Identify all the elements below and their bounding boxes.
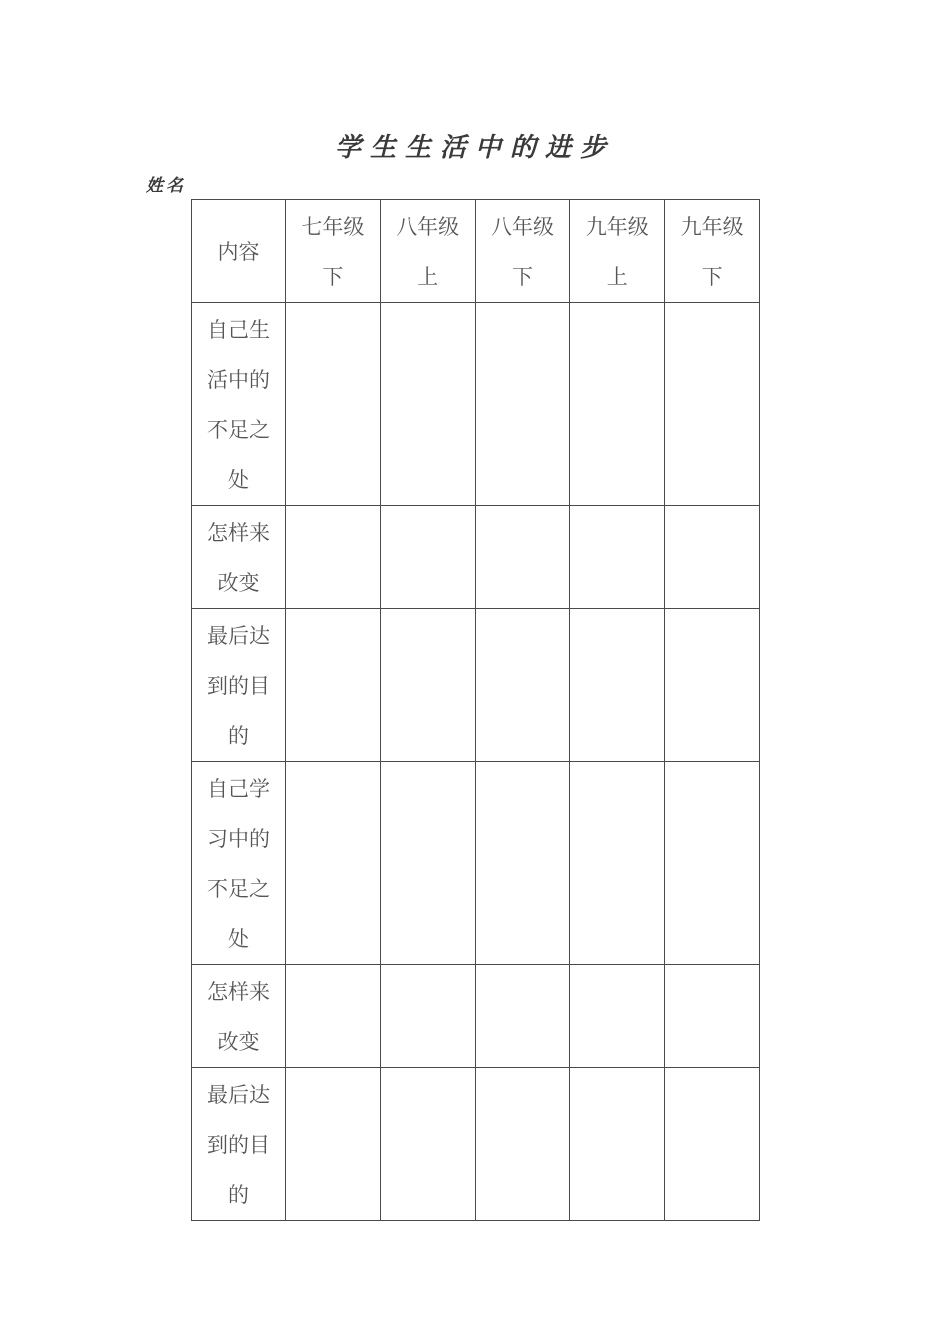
table-cell <box>286 1068 381 1221</box>
row-label: 最后达到的目的 <box>192 1068 286 1221</box>
table-row <box>192 762 760 965</box>
table-row <box>192 1068 760 1221</box>
table-cell <box>475 303 570 506</box>
header-cell-grade8-1: 八年级上 <box>380 200 475 303</box>
row-label: 自己学习中的不足之处 <box>192 762 286 965</box>
table-row <box>192 965 760 1068</box>
header-cell-grade9-1: 九年级上 <box>570 200 665 303</box>
table-cell <box>570 303 665 506</box>
table-cell <box>570 506 665 609</box>
table-cell <box>380 762 475 965</box>
table-cell <box>665 1068 760 1221</box>
row-label: 自己生活中的不足之处 <box>192 303 286 506</box>
table-cell <box>665 506 760 609</box>
table-row <box>192 609 760 762</box>
header-cell-grade7-2: 七年级下 <box>286 200 381 303</box>
table-cell <box>570 609 665 762</box>
table-cell <box>380 965 475 1068</box>
row-label: 怎样来改变 <box>192 965 286 1068</box>
table-row <box>192 303 760 506</box>
table-cell <box>665 965 760 1068</box>
row-label: 最后达到的目的 <box>192 609 286 762</box>
table-cell <box>475 1068 570 1221</box>
table-cell <box>570 965 665 1068</box>
table-cell <box>570 762 665 965</box>
table-row <box>192 506 760 609</box>
table-cell <box>475 762 570 965</box>
table-cell <box>380 303 475 506</box>
table-cell <box>380 506 475 609</box>
table-cell <box>286 762 381 965</box>
table-cell <box>570 1068 665 1221</box>
table-cell <box>286 965 381 1068</box>
table-cell <box>665 762 760 965</box>
name-label: 姓名 <box>146 176 186 196</box>
row-label: 怎样来改变 <box>192 506 286 609</box>
table-cell <box>380 609 475 762</box>
document-title: 学生生活中的进步 <box>334 133 615 163</box>
table-cell <box>380 1068 475 1221</box>
table-cell <box>475 609 570 762</box>
header-cell-grade8-2: 八年级下 <box>475 200 570 303</box>
table-cell <box>665 303 760 506</box>
table-cell <box>286 609 381 762</box>
table-cell <box>665 609 760 762</box>
table-cell <box>286 303 381 506</box>
header-cell-content: 内容 <box>192 200 286 303</box>
header-cell-grade9-2: 九年级下 <box>665 200 760 303</box>
table-cell <box>475 965 570 1068</box>
table-cell <box>286 506 381 609</box>
table-cell <box>475 506 570 609</box>
table-header-row <box>192 200 760 303</box>
progress-table <box>191 199 760 1221</box>
